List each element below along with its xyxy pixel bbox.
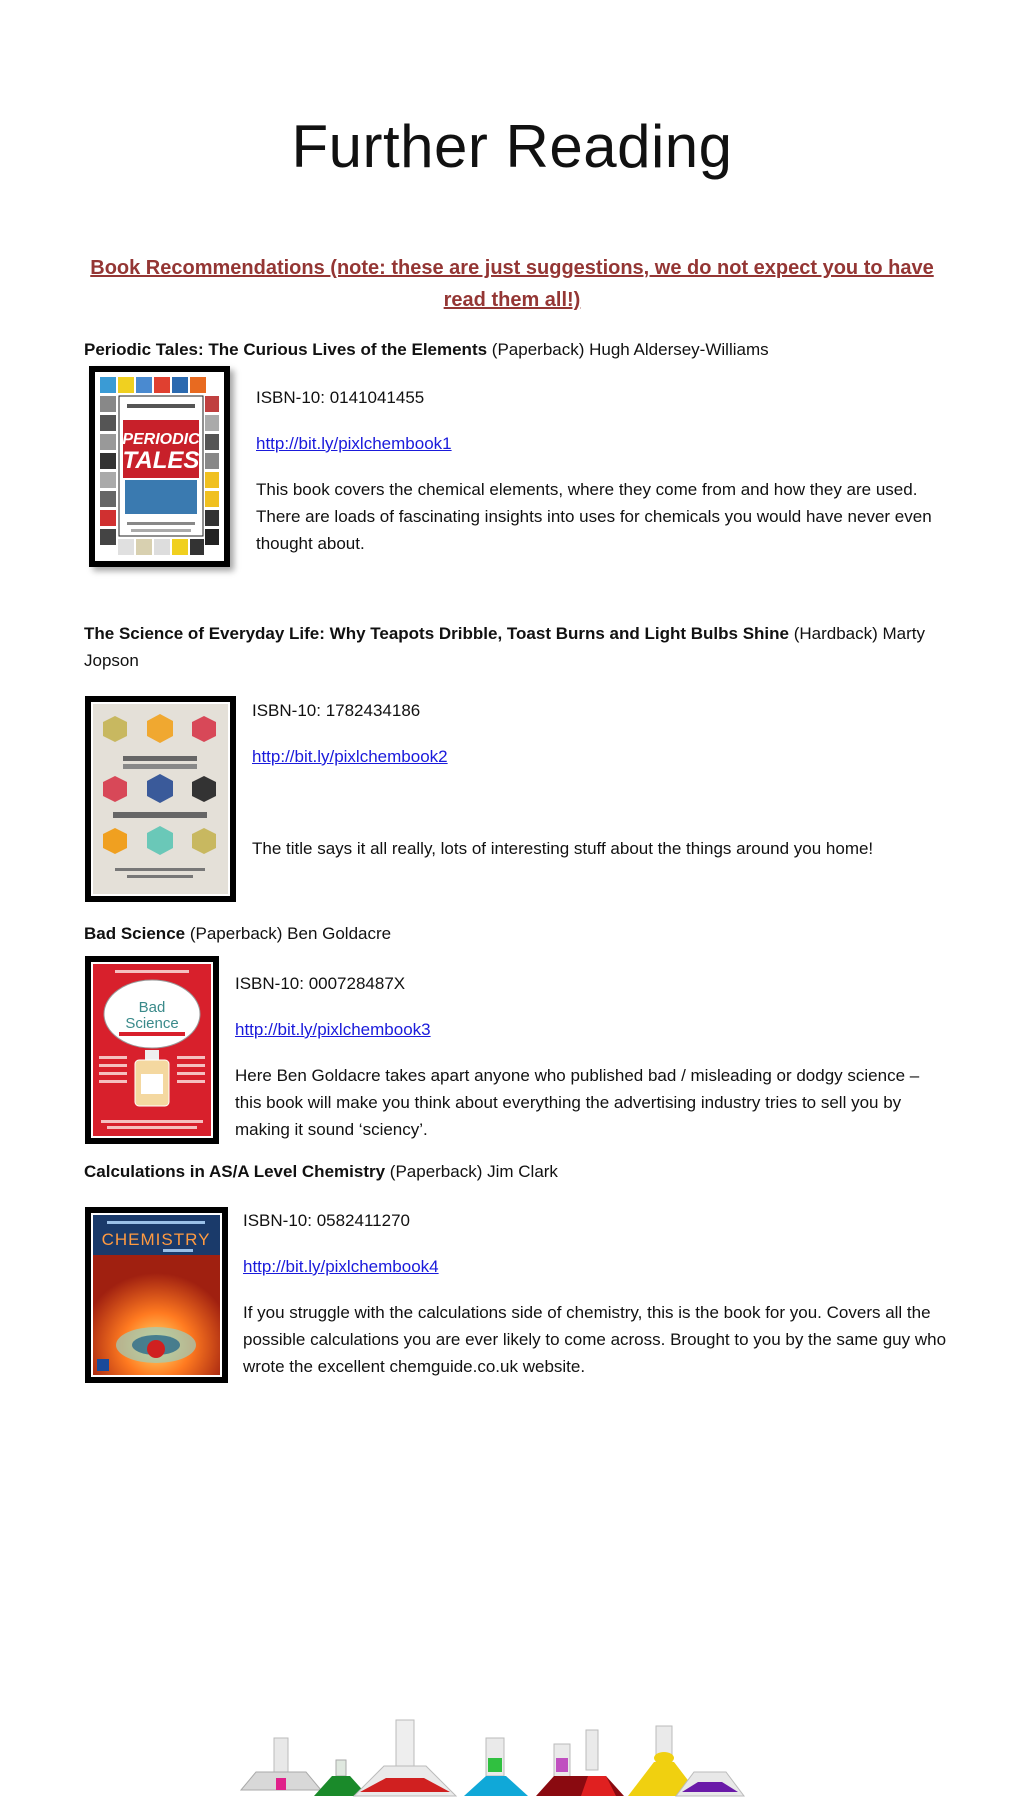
book-heading xyxy=(84,336,934,363)
svg-text:TALES: TALES xyxy=(122,447,200,474)
book-info xyxy=(243,1207,948,1380)
book-isbn: ISBN-10: 000728487X xyxy=(235,974,406,993)
book-description: The title says it all really, lots of interesting stuff about the things around you home! xyxy=(252,839,874,858)
book-description: This book covers the chemical elements, where they come from and how they are used. There are loads of fascinating insights into uses for chemicals you would have never even thought about. xyxy=(256,480,932,553)
svg-text:CHEMISTRY: CHEMISTRY xyxy=(101,1230,211,1249)
science-everyday-cover-art xyxy=(93,704,228,894)
periodic-tales-cover-art xyxy=(97,374,222,559)
book-cover-image xyxy=(89,366,230,567)
chemistry-calculations-cover-art xyxy=(93,1215,220,1375)
book-isbn: ISBN-10: 0141041455 xyxy=(256,388,425,407)
book-link[interactable]: http://bit.ly/pixlchembook1 xyxy=(256,434,452,453)
book-title: The Science of Everyday Life: Why Teapots Dribble, Toast Burns and Light Bulbs Shine xyxy=(84,624,789,643)
svg-text:Bad: Bad xyxy=(138,999,166,1016)
book-info xyxy=(235,970,945,1143)
lab-flasks-illustration xyxy=(236,1700,756,1800)
book-cover-image xyxy=(85,956,219,1144)
book-description: Here Ben Goldacre takes apart anyone who published bad / misleading or dodgy science – this book will make you think about everything the advertising industry tries to sell you by making it sound ‘sciency’. xyxy=(235,1066,920,1139)
page-title: Further Reading xyxy=(291,113,733,180)
book-details: (Hardback) Marty Jopson xyxy=(84,624,926,670)
book-cover-image xyxy=(85,696,236,902)
book-heading xyxy=(84,620,934,674)
book-cover-image xyxy=(85,1207,228,1383)
book-description: If you struggle with the calculations side of chemistry, this is the book for you. Covers all the possible calculations you are ever likely to come across. Brought to you by the same guy who wrote the excellent chemguide.co.uk website. xyxy=(243,1303,947,1376)
book-heading xyxy=(84,1158,934,1185)
bad-science-cover-art xyxy=(93,964,211,1136)
book-link[interactable]: http://bit.ly/pixlchembook2 xyxy=(252,747,448,766)
book-info xyxy=(256,384,946,557)
book-info xyxy=(252,697,952,862)
book-isbn: ISBN-10: 1782434186 xyxy=(252,701,421,720)
book-title: Periodic Tales: The Curious Lives of the Elements xyxy=(84,340,488,359)
book-link[interactable]: http://bit.ly/pixlchembook4 xyxy=(243,1257,439,1276)
book-details: (Paperback) Jim Clark xyxy=(389,1162,558,1181)
book-details: (Paperback) Ben Goldacre xyxy=(189,924,392,943)
book-title: Bad Science xyxy=(84,924,186,943)
book-link[interactable]: http://bit.ly/pixlchembook3 xyxy=(235,1020,431,1039)
book-heading xyxy=(84,920,934,947)
svg-text:PERIODIC: PERIODIC xyxy=(122,431,200,448)
page-subtitle: Book Recommendations (note: these are just suggestions, we do not expect you to have read them all!) xyxy=(90,257,934,311)
book-details: (Paperback) Hugh Aldersey-Williams xyxy=(491,340,769,359)
svg-text:Science: Science xyxy=(125,1015,179,1032)
book-title: Calculations in AS/A Level Chemistry xyxy=(84,1162,386,1181)
book-isbn: ISBN-10: 0582411270 xyxy=(243,1211,410,1230)
